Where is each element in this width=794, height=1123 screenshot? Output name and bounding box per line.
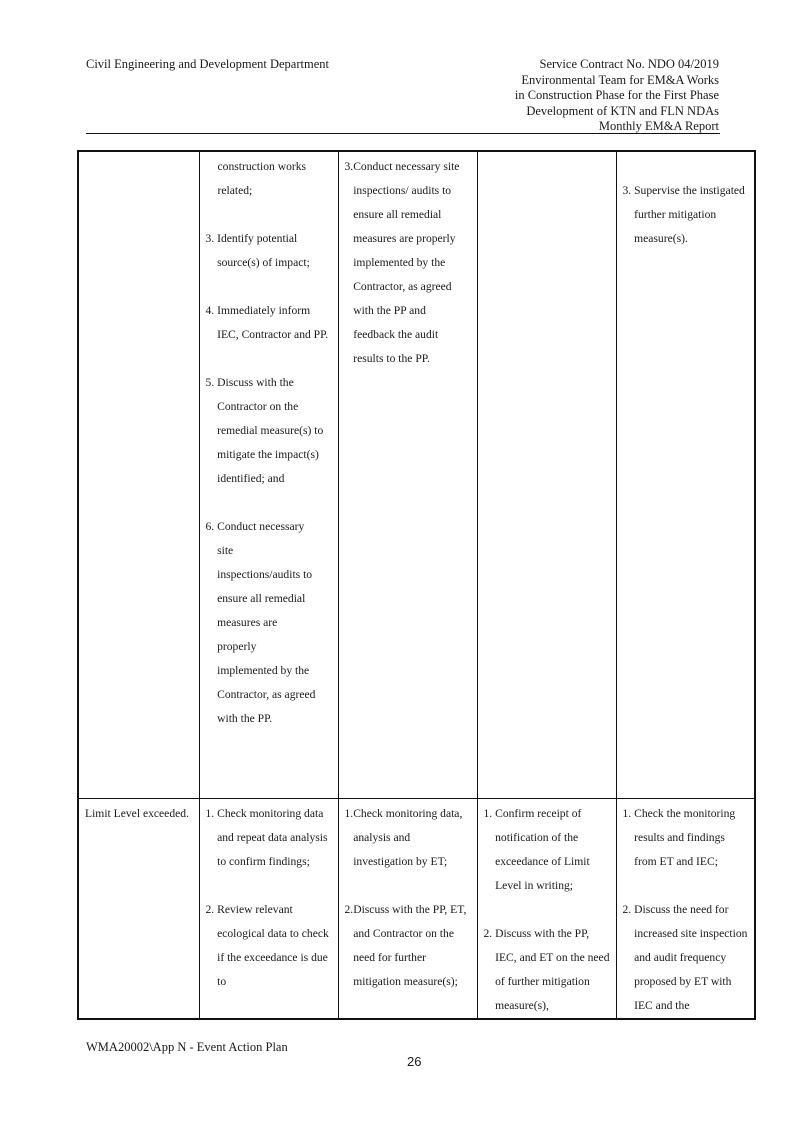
item-number: 2. [344, 903, 354, 916]
item-number: 5. [205, 376, 218, 389]
et-action-cell [199, 799, 338, 1020]
action-item [484, 802, 610, 898]
item-text: Identify potential source(s) of impact; [217, 232, 310, 269]
item-number: 2. [622, 903, 635, 916]
item-number: 1. [622, 807, 635, 820]
page-number: 26 [407, 1054, 422, 1069]
action-item [484, 922, 610, 1018]
event-cell [78, 799, 199, 1020]
event-label: Limit Level exceeded. [85, 807, 189, 820]
item-text: Discuss the need for increased site inspection and audit frequency proposed by ET with IEC and the [634, 903, 748, 1012]
item-number: 1. [205, 807, 218, 820]
item-number: 3. [205, 232, 218, 245]
item-text: Check monitoring data, analysis and investigation by ET; [353, 807, 463, 868]
header-contract-info [515, 57, 719, 135]
action-item [206, 371, 332, 491]
action-item [345, 155, 471, 371]
item-text: Check the monitoring results and findings from ET and IEC; [634, 807, 736, 868]
item-text: Conduct necessary site inspections/audits to ensure all remedial measures are properly implemented by the Contractor, as agreed with the PP. [217, 520, 316, 725]
action-item [206, 515, 332, 731]
item-text: Confirm receipt of notification of the exceedance of Limit Level in writing; [495, 807, 590, 892]
item-text: Conduct necessary site inspections/ audits to ensure all remedial measures are properly implemented by the Contractor, as agreed with the PP and feedback the audit results to the PP. [353, 160, 460, 365]
item-text: Supervise the instigated further mitigation measure(s). [634, 184, 745, 245]
action-item [623, 179, 749, 251]
item-text: Check monitoring data and repeat data analysis to confirm findings; [217, 807, 328, 868]
action-item [206, 898, 332, 994]
iec-action-cell [338, 151, 477, 799]
header-report-type: Monthly EM&A Report [598, 119, 719, 134]
action-item [345, 802, 471, 874]
pp-action-cell [616, 799, 755, 1020]
action-item [206, 299, 332, 347]
item-number: 3. [622, 184, 635, 197]
iec-action-cell [338, 799, 477, 1020]
continued-text: construction works [217, 160, 307, 173]
header-rule [86, 133, 720, 134]
et-action-cell [199, 151, 338, 799]
item-number: 3. [344, 160, 354, 173]
item-number: 1. [483, 807, 496, 820]
header-contract-no: Service Contract No. NDO 04/2019 [539, 57, 719, 71]
footer-doc-ref: WMA20002\App N - Event Action Plan [86, 1040, 288, 1054]
item-number: 1. [344, 807, 354, 820]
item-number: 4. [205, 304, 218, 317]
pp-action-cell [616, 151, 755, 799]
item-number: 6. [205, 520, 218, 533]
header-development: Development of KTN and FLN NDAs [526, 103, 719, 118]
header-phase: in Construction Phase for the First Phase [514, 88, 719, 103]
item-number: 2. [205, 903, 218, 916]
continued-text: related; [217, 184, 253, 197]
item-text: Discuss with the Contractor on the remedial measure(s) to mitigate the impact(s) identified; and [217, 376, 324, 485]
header-team: Environmental Team for EM&A Works [521, 72, 719, 87]
action-item [206, 802, 332, 874]
action-item [206, 227, 332, 275]
event-cell [78, 151, 199, 799]
action-item [623, 802, 749, 874]
item-text: Discuss with the PP, IEC, and ET on the need of further mitigation measure(s), [495, 927, 610, 1012]
item-text: Review relevant ecological data to check if the exceedance is due to [217, 903, 329, 988]
item-text: Discuss with the PP, ET, and Contractor on the need for further mitigation measure(s); [353, 903, 467, 988]
table-row [78, 799, 755, 1020]
event-action-plan-table [77, 150, 756, 1020]
item-number: 2. [483, 927, 496, 940]
item-text: Immediately inform IEC, Contractor and PP. [217, 304, 329, 341]
action-item [345, 898, 471, 994]
er-action-cell [477, 799, 616, 1020]
action-item [623, 898, 749, 1018]
er-action-cell [477, 151, 616, 799]
header-department: Civil Engineering and Development Department [86, 57, 329, 71]
table-row [78, 151, 755, 799]
